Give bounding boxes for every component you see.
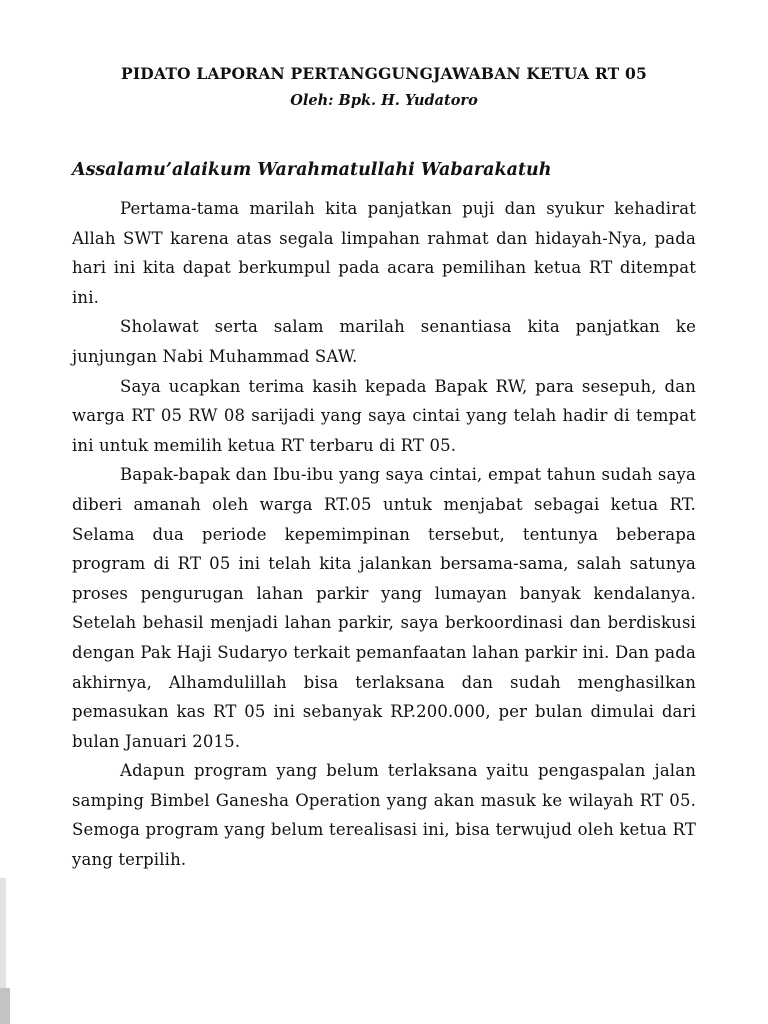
- page-edge-strip-dark: [0, 988, 10, 1024]
- document-author: Oleh: Bpk. H. Yudatoro: [290, 92, 478, 109]
- paragraph-greeting-attendees: Saya ucapkan terima kasih kepada Bapak RW, para sesepuh, dan warga RT 05 RW 08 sarijadi yang saya cintai yang telah hadir di tempat ini untuk memilih ketua RT terbaru di RT 05.: [72, 376, 696, 455]
- paragraph-sholawat: Sholawat serta salam marilah senantiasa kita panjatkan ke junjungan Nabi Muhammad SAW.: [72, 317, 696, 366]
- document-body: [72, 194, 696, 875]
- paragraph-unrealized-program: Adapun program yang belum terlaksana yaitu pengaspalan jalan samping Bimbel Ganesha Operation yang akan masuk ke wilayah RT 05. Semoga program yang belum terealisasi ini, bisa terwujud oleh ketua RT yang terpilih.: [72, 761, 696, 870]
- page-edge-strip-light: [0, 878, 6, 990]
- paragraph-opening-thanks: Pertama-tama marilah kita panjatkan puji dan syukur kehadirat Allah SWT karena atas segala limpahan rahmat dan hidayah-Nya, pada hari ini kita dapat berkumpul pada acara pemilihan ketua RT ditempat ini.: [72, 199, 696, 307]
- document-title: PIDATO LAPORAN PERTANGGUNGJAWABAN KETUA RT 05: [121, 64, 647, 83]
- paragraph-program-report: Bapak-bapak dan Ibu-ibu yang saya cintai, empat tahun sudah saya diberi amanah oleh warga RT.05 untuk menjabat sebagai ketua RT. Selama dua periode kepemimpinan tersebut, tentunya beberapa program di RT 05 ini telah kita jalankan bersama-sama, salah satunya proses pengurugan lahan parkir yang lumayan banyak kendalanya. Setelah behasil menjadi lahan parkir, saya berkoordinasi dan berdiskusi dengan Pak Haji Sudaryo terkait pemanfaatan lahan parkir ini. Dan pada akhirnya, Alhamdulillah bisa terlaksana dan sudah menghasilkan pemasukan kas RT 05 ini sebanyak RP.200.000, per bulan dimulai dari bulan Januari 2015.: [72, 465, 696, 751]
- salutation-heading: Assalamu’alaikum Warahmatullahi Wabarakatuh: [72, 160, 552, 180]
